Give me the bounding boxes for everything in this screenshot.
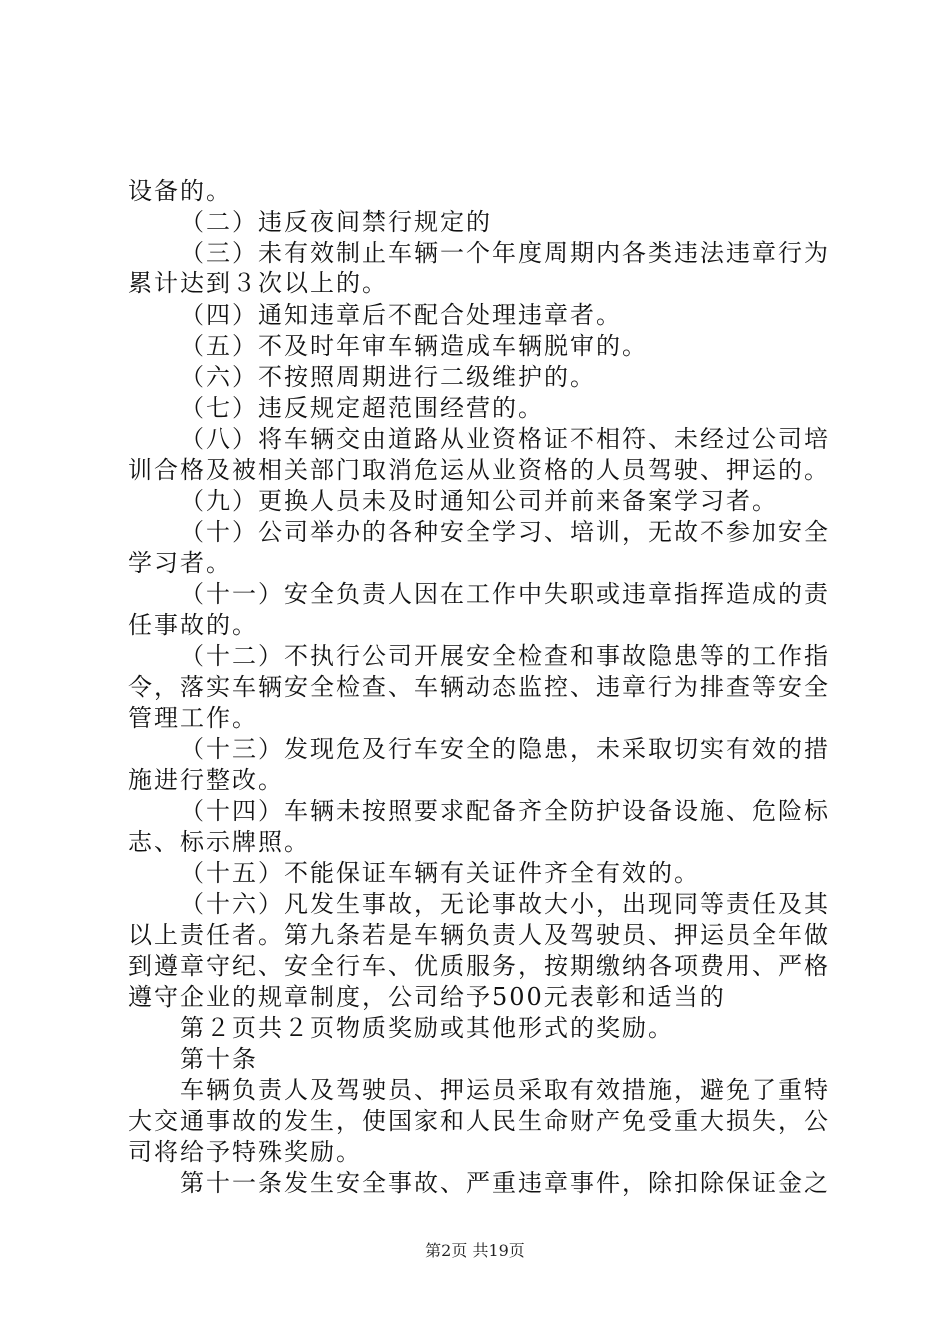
text-line: 遵守企业的规章制度，公司给予500元表彰和适当的: [128, 983, 726, 1011]
text-line: 设备的。: [128, 177, 232, 205]
text-line: （五）不及时年审车辆造成车辆脱审的。: [180, 332, 648, 360]
page-footer: 第2页 共19页: [425, 1241, 525, 1260]
text-line: （二）违反夜间禁行规定的: [180, 208, 492, 236]
text-line: （十一）安全负责人因在工作中失职或违章指挥造成的责: [180, 580, 830, 608]
text-line: （十）公司举办的各种安全学习、培训，无故不参加安全: [180, 518, 830, 546]
text-line: （九）更换人员未及时通知公司并前来备案学习者。: [180, 487, 778, 515]
text-line: 施进行整改。: [128, 766, 284, 794]
text-line: （十四）车辆未按照要求配备齐全防护设备设施、危险标: [180, 797, 830, 825]
text-line: 车辆负责人及驾驶员、押运员采取有效措施，避免了重特: [180, 1076, 830, 1104]
text-line: （六）不按照周期进行二级维护的。: [180, 363, 596, 391]
text-line: （四）通知违章后不配合处理违章者。: [180, 301, 622, 329]
text-line: （八）将车辆交由道路从业资格证不相符、未经过公司培: [180, 425, 830, 453]
text-line: 第２页共２页物质奖励或其他形式的奖励。: [180, 1014, 674, 1042]
text-line: 到遵章守纪、安全行车、优质服务，按期缴纳各项费用、严格: [128, 952, 830, 980]
text-line: 第十条: [180, 1045, 258, 1073]
text-line: 训合格及被相关部门取消危运从业资格的人员驾驶、押运的。: [128, 456, 830, 484]
text-line: 以上责任者。第九条若是车辆负责人及驾驶员、押运员全年做: [128, 921, 830, 949]
text-line: （七）违反规定超范围经营的。: [180, 394, 544, 422]
text-line: 大交通事故的发生，使国家和人民生命财产免受重大损失，公: [128, 1107, 830, 1135]
text-line: （十五）不能保证车辆有关证件齐全有效的。: [180, 859, 700, 887]
text-line: 志、标示牌照。: [128, 828, 310, 856]
text-line: （十六）凡发生事故，无论事故大小，出现同等责任及其: [180, 890, 830, 918]
text-line: 管理工作。: [128, 704, 258, 732]
text-line: 司将给予特殊奖励。: [128, 1138, 362, 1166]
text-line: 累计达到３次以上的。: [128, 269, 388, 297]
text-line: （十二）不执行公司开展安全检查和事故隐患等的工作指: [180, 642, 830, 670]
text-line: 第十一条发生安全事故、严重违章事件，除扣除保证金之: [180, 1169, 830, 1197]
text-line: （十三）发现危及行车安全的隐患，未采取切实有效的措: [180, 735, 830, 763]
text-line: 学习者。: [128, 549, 232, 577]
text-line: （三）未有效制止车辆一个年度周期内各类违法违章行为: [180, 239, 830, 267]
text-line: 令，落实车辆安全检查、车辆动态监控、违章行为排查等安全: [128, 673, 830, 701]
text-line: 任事故的。: [128, 611, 258, 639]
